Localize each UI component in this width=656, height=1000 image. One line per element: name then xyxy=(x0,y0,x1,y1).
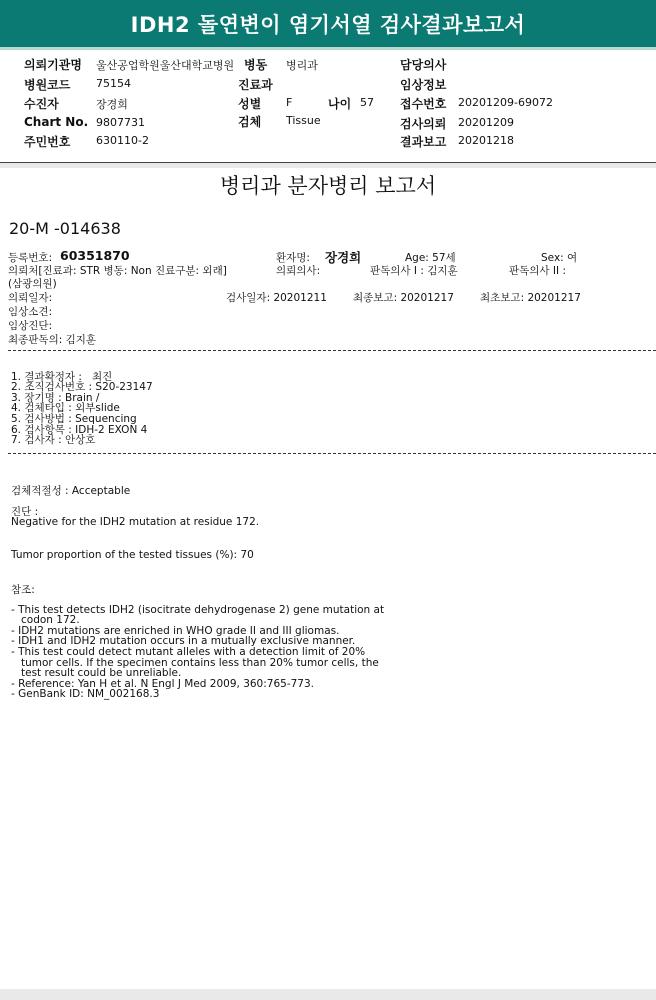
info-value: 75154 xyxy=(96,77,131,90)
reference-line: - This test detects IDH2 (isocitrate dehydrogenase 2) gene mutation at xyxy=(11,603,385,616)
reference-list xyxy=(11,594,384,711)
info-label: 임상정보 xyxy=(400,78,447,92)
info-value: 57 xyxy=(360,96,374,109)
info-value: 병리과 xyxy=(286,59,318,72)
item: 5. 검사방법 : Sequencing xyxy=(11,412,137,425)
reference-line: - Reference: Yan H et al. N Engl J Med 2009, 360:765-773. xyxy=(11,677,314,690)
hospital: (삼광의원) xyxy=(8,278,57,290)
info-label: 수진자 xyxy=(24,97,59,111)
info-label: 검사의뢰 xyxy=(400,117,447,131)
case-number: 20-M -014638 xyxy=(9,219,121,238)
first-report-date: 최초보고: 20201217 xyxy=(480,292,581,304)
reference-line: tumor cells. If the specimen contains less than 20% tumor cells, the xyxy=(11,656,379,669)
info-value: 울산공업학원울산대학교병원 xyxy=(96,59,235,72)
info-label: 의뢰기관명 xyxy=(24,58,82,72)
info-label: 담당의사 xyxy=(400,58,447,72)
item: 6. 검사항목 : IDH-2 EXON 4 xyxy=(11,423,148,436)
requester-line: 의뢰처[진료과: STR 병동: Non 진료구분: 외래] xyxy=(8,265,227,277)
final-reader: 최종판독의: 김지훈 xyxy=(8,334,97,346)
diagnosis-text: Negative for the IDH2 mutation at residue 172. xyxy=(11,516,260,528)
reference-line: - IDH2 mutations are enriched in WHO grade II and III gliomas. xyxy=(11,624,340,637)
reg-label: 등록번호: xyxy=(8,252,53,264)
footer-band xyxy=(0,989,656,1000)
final-report-date: 최종보고: 20201217 xyxy=(353,292,454,304)
info-label: 진료과 xyxy=(238,78,273,92)
tumor-proportion: Tumor proportion of the tested tissues (%): 70 xyxy=(11,549,254,561)
dashed-divider xyxy=(8,350,656,351)
requesting-doctor: 의뢰의사: xyxy=(276,265,321,277)
info-label: 성별 xyxy=(238,97,262,111)
reference-line: - IDH1 and IDH2 mutation occurs in a mutually exclusive manner. xyxy=(11,635,356,648)
info-value: 20201218 xyxy=(458,134,514,147)
sex-text: Sex: 여 xyxy=(541,252,578,264)
report-header-title: IDH2 돌연변이 염기서열 검사결과보고서 xyxy=(130,13,526,37)
reference-line: codon 172. xyxy=(11,614,80,627)
item: 1. 결과확정자 : 최진 xyxy=(11,370,113,383)
reference-label: 참조: xyxy=(11,584,35,596)
info-value: 9807731 xyxy=(96,116,145,129)
info-label: Chart No. xyxy=(24,115,89,129)
info-label: 접수번호 xyxy=(400,97,447,111)
report-title: 병리과 분자병리 보고서 xyxy=(219,174,437,198)
item: 7. 검사자 : 안상호 xyxy=(11,434,96,447)
info-value: Tissue xyxy=(286,114,321,127)
patient-label: 환자명: xyxy=(276,252,310,264)
age-text: Age: 57세 xyxy=(405,252,456,264)
info-value: F xyxy=(286,96,293,109)
reg-number: 60351870 xyxy=(60,248,130,263)
info-label: 검체 xyxy=(238,115,262,129)
info-label: 주민번호 xyxy=(24,135,71,149)
specimen-adequacy: 검체적절성 : Acceptable xyxy=(11,485,131,497)
item-list xyxy=(11,361,153,456)
info-value: 630110-2 xyxy=(96,134,149,147)
reading-doctor-1: 판독의사 I : 김지훈 xyxy=(370,265,458,277)
item: 4. 검체타입 : 외부slide xyxy=(11,402,120,415)
info-label: 병원코드 xyxy=(24,78,71,92)
patient-info-block xyxy=(0,50,656,162)
diagnosis-label: 진단 : xyxy=(11,506,39,518)
reading-doctor-2: 판독의사 II : xyxy=(509,265,566,277)
request-date: 의뢰일자: xyxy=(8,292,53,304)
reference-line: test result could be unreliable. xyxy=(11,667,182,680)
info-label: 병동 xyxy=(244,58,268,72)
clinical-diagnosis: 임상진단: xyxy=(8,320,53,332)
item: 2. 조직검사번호 : S20-23147 xyxy=(11,381,153,394)
info-value: 장경희 xyxy=(96,98,128,111)
item: 3. 장기명 : Brain / xyxy=(11,391,100,404)
clinical-findings: 임상소견: xyxy=(8,306,53,318)
divider-band xyxy=(0,163,656,168)
reference-line: - This test could detect mutant alleles with a detection limit of 20% xyxy=(11,645,366,658)
info-value: 20201209-69072 xyxy=(458,96,553,109)
reference-line: - GenBank ID: NM_002168.3 xyxy=(11,688,160,701)
patient-name: 장경희 xyxy=(325,250,362,265)
info-value: 20201209 xyxy=(458,116,514,129)
info-label: 결과보고 xyxy=(400,135,447,149)
info-label: 나이 xyxy=(328,97,352,111)
dashed-divider xyxy=(8,453,656,454)
exam-date: 검사일자: 20201211 xyxy=(226,292,327,304)
